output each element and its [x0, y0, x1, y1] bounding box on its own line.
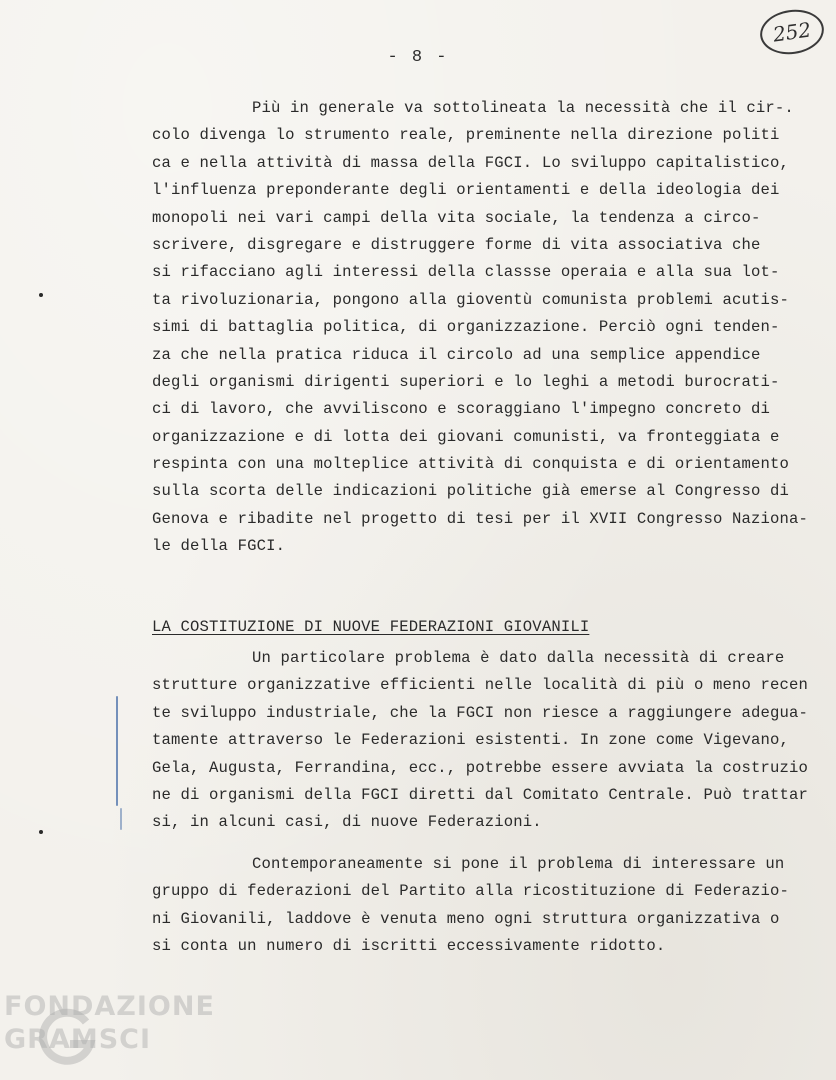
- text-line: Un particolare problema è dato dalla necessità di creare: [252, 649, 785, 667]
- text-line: simi di battaglia politica, di organizzazione. Perciò ogni tenden-: [152, 318, 780, 337]
- margin-dot: [39, 830, 43, 834]
- section-heading: LA COSTITUZIONE DI NUOVE FEDERAZIONI GIOVANILI: [152, 618, 590, 636]
- watermark-logo: [4, 990, 224, 1070]
- text-line: organizzazione e di lotta dei giovani comunisti, va fronteggiata e: [152, 427, 780, 446]
- watermark-line-2: GRAMSCI: [4, 1024, 152, 1055]
- text-line: strutture organizzative efficienti nelle località di più o meno recen: [152, 676, 809, 695]
- text-line: Genova e ribadite nel progetto di tesi per il XVII Congresso Naziona-: [152, 509, 809, 528]
- text-line: gruppo di federazioni del Partito alla ricostituzione di Federazio-: [152, 882, 790, 901]
- text-line: si rifacciano agli interessi della classse operaia e alla sua lot-: [152, 263, 780, 282]
- text-line: si, in alcuni casi, di nuove Federazioni.: [152, 813, 542, 832]
- text-line: le della FGCI.: [152, 537, 286, 556]
- text-line: ta rivoluzionaria, pongono alla gioventù comunista problemi acutis-: [152, 290, 790, 309]
- margin-pen-mark: [116, 696, 118, 806]
- text-line: monopoli nei vari campi della vita sociale, la tendenza a circo-: [152, 208, 761, 227]
- margin-pen-mark: [120, 808, 122, 830]
- stamp-number: 252: [771, 17, 813, 47]
- text-line: Contemporaneamente si pone il problema di interessare un: [252, 855, 785, 873]
- paragraph-2: [152, 645, 812, 837]
- text-line: degli organismi dirigenti superiori e lo leghi a metodi burocrati-: [152, 372, 780, 391]
- text-line: si conta un numero di iscritti eccessivamente ridotto.: [152, 937, 666, 956]
- paragraph-1: [152, 95, 812, 561]
- text-line: l'influenza preponderante degli orientamenti e della ideologia dei: [152, 181, 780, 200]
- text-line: Gela, Augusta, Ferrandina, ecc., potrebbe essere avviata la costruzio: [152, 758, 809, 777]
- text-line: colo divenga lo strumento reale, preminente nella direzione politi: [152, 126, 780, 145]
- paragraph-3: [152, 851, 812, 961]
- text-line: ca e nella attività di massa della FGCI. Lo sviluppo capitalistico,: [152, 153, 790, 172]
- text-line: tamente attraverso le Federazioni esistenti. In zone come Vigevano,: [152, 731, 790, 750]
- text-line: scrivere, disgregare e distruggere forme di vita associativa che: [152, 235, 761, 254]
- text-line: te sviluppo industriale, che la FGCI non riesce a raggiungere adegua-: [152, 703, 809, 722]
- text-line: respinta con una molteplice attività di conquista e di orientamento: [152, 455, 790, 474]
- margin-dot: [39, 293, 43, 297]
- text-line: za che nella pratica riduca il circolo ad una semplice appendice: [152, 345, 761, 364]
- text-line: ci di lavoro, che avviliscono e scoraggiano l'impegno concreto di: [152, 400, 771, 419]
- text-line: ni Giovanili, laddove è venuta meno ogni struttura organizzativa o: [152, 909, 780, 928]
- text-line: sulla scorta delle indicazioni politiche già emerse al Congresso di: [152, 482, 790, 501]
- text-line: ne di organismi della FGCI diretti dal Comitato Centrale. Può trattar: [152, 785, 809, 804]
- text-line: Più in generale va sottolineata la necessità che il cir-.: [252, 99, 794, 117]
- page-number: - 8 -: [387, 48, 449, 67]
- watermark-line-1: FONDAZIONE: [4, 991, 215, 1022]
